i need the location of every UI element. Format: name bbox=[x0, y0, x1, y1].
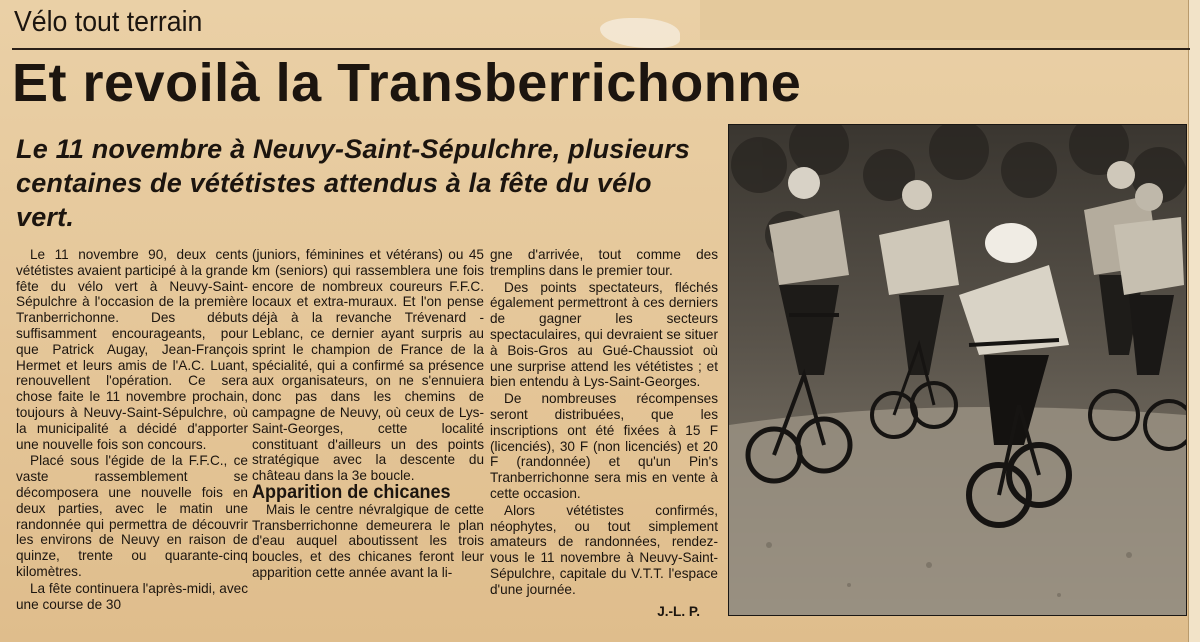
paragraph: Mais le centre névralgique de cette Transberrichonne demeurera le plan d'eau auquel aboutissent les trois boucles, et des chicanes feront leur apparition cette année avant la li- bbox=[252, 501, 484, 580]
paragraph: (juniors, féminines et vétérans) ou 45 km (seniors) qui rassemblera une fois encore de nombreux coureurs F.F.C. locaux et extra-muraux. Et l'on pense déjà à la revanche Trévenard - Leblanc, ce dernier ayant surpris au sprint le champion de France de la spécialité, qui a confirmé sa présence aux organisateurs, on ne s'ennuiera donc pas dans les chemins de campagne de Neuvy, où ceux de Lys-Saint-Georges, cette localité constituant d'ailleurs un des points stratégique avec la descente du château dans la 3e boucle. bbox=[252, 247, 484, 484]
paragraph: Le 11 novembre 90, deux cents vététistes avaient participé à la grande fête du vélo vert à Neuvy-Saint-Sépulchre à l'occasion de la première Tranberrichonne. Des débuts suffisamment encourageants, pour que Patrick Augay, Jean-François Hermet et leurs amis de l'A.C. Luant, renouvellent l'opération. Ce sera chose faite le 11 novembre prochain, toujours à Neuvy-Saint-Sépulchre, où la municipalité a décidé d'apporter une nouvelle fois son concours. bbox=[16, 247, 248, 452]
paragraph: Placé sous l'égide de la F.F.C., ce vaste rassemblement se décomposera une nouvelle fois en deux parties, avec le matin une randonnée qui permettra de découvrir les environs de Neuvy en raison de quinze, trente ou quarante-cinq kilomètres. bbox=[16, 453, 248, 579]
section-rubric: Vélo tout terrain bbox=[14, 6, 203, 38]
adjacent-page-strip bbox=[700, 0, 1200, 40]
clipping-edge bbox=[1188, 0, 1200, 642]
rubric-rule bbox=[12, 48, 1190, 50]
text-column-2 bbox=[252, 247, 484, 581]
section-title: Apparition de chicanes bbox=[252, 481, 451, 503]
paragraph: De nombreuses récompenses seront distribuées, que les inscriptions ont été fixées à 15 F (licenciés), 30 F (non licenciés) et 20 F (randonnée) et qu'un Pin's Tranberrichonne sera mis en vente à cette occasion. bbox=[490, 391, 718, 501]
author-signature: J.-L. P. bbox=[657, 603, 700, 619]
paragraph: gne d'arrivée, tout comme des tremplins dans le premier tour. bbox=[490, 247, 718, 278]
paragraph: La fête continuera l'après-midi, avec une course de 30 bbox=[16, 580, 248, 612]
bleed-through-text bbox=[960, 60, 1185, 120]
article-headline: Et revoilà la Transberrichonne bbox=[12, 53, 802, 113]
paragraph: Des points spectateurs, fléchés également permettront à ces derniers de gagner les secteurs spectaculaires, qui devraient se situer à Bois-Gros au Gué-Chaussiot où une surprise attend les vététistes ; et bien entendu à Lys-Saint-Georges. bbox=[490, 279, 718, 390]
text-column-3 bbox=[490, 247, 718, 619]
article-subhead: Le 11 novembre à Neuvy-Saint-Sépulchre, plusieurs centaines de vététistes attendus à la fête du vélo vert. bbox=[16, 134, 691, 232]
cyclists-photo bbox=[728, 124, 1187, 616]
paragraph: Alors vététistes confirmés, néophytes, ou tout simplement amateurs de randonnées, rendez-vous le 11 novembre à Neuvy-Saint-Sépulchre, capitale du V.T.T. l'espace d'une journée. bbox=[490, 502, 718, 597]
text-column-1 bbox=[16, 247, 248, 612]
